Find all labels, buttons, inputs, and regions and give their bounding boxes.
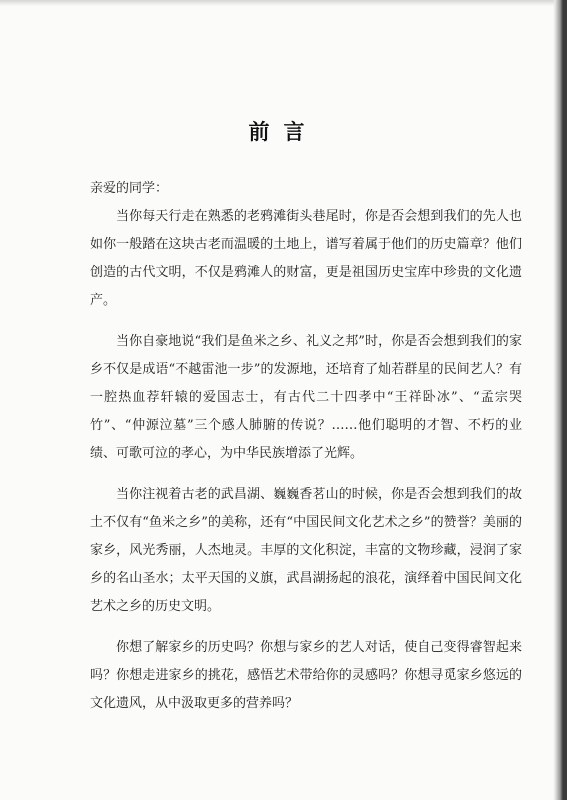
salutation: 亲爱的同学： bbox=[90, 181, 169, 196]
scan-shadow-top bbox=[0, 0, 567, 6]
paragraph-2: 当你自豪地说“我们是鱼米之乡、礼义之邦”时，你是否会想到我们的家乡不仅是成语“不越雷池一步”的发源地，还培育了灿若群星的民间艺人？有一腔热血荐轩辕的爱国志士，有古代二十四孝中“王祥卧冰”、“孟宗哭竹”、“仲源泣墓”三个感人肺腑的传说？……他们聪明的才智、不朽的业绩、可歌可泣的孝心，为中华民族增添了光辉。 bbox=[90, 334, 522, 461]
paragraph-1: 当你每天行走在熟悉的老鸦滩街头巷尾时，你是否会想到我们的先人也如你一般踏在这块古老而温暖的土地上，谱写着属于他们的历史篇章？他们创造的古代文明，不仅是鸦滩人的财富，更是祖国历史宝库中珍贵的文化遗产。 bbox=[90, 209, 522, 308]
body-text bbox=[90, 203, 522, 718]
page-title: 前言 bbox=[248, 120, 319, 144]
paragraph-4: 你想了解家乡的历史吗？你想与家乡的艺人对话，使自己变得睿智起来吗？你想走进家乡的挑花，感悟艺术带给你的灵感吗？你想寻觅家乡悠远的文化遗风，从中汲取更多的营养吗？ bbox=[90, 640, 522, 711]
paragraph-3: 当你注视着古老的武昌湖、巍巍香茗山的时候，你是否会想到我们的故土不仅有“鱼米之乡”的美称，还有“中国民间文化艺术之乡”的赞誉？美丽的家乡，风光秀丽，人杰地灵。丰厚的文化积淀，丰富的文物珍藏，浸润了家乡的名山圣水；太平天国的义旗，武昌湖扬起的浪花，演绎着中国民间文化艺术之乡的历史文明。 bbox=[90, 487, 522, 614]
